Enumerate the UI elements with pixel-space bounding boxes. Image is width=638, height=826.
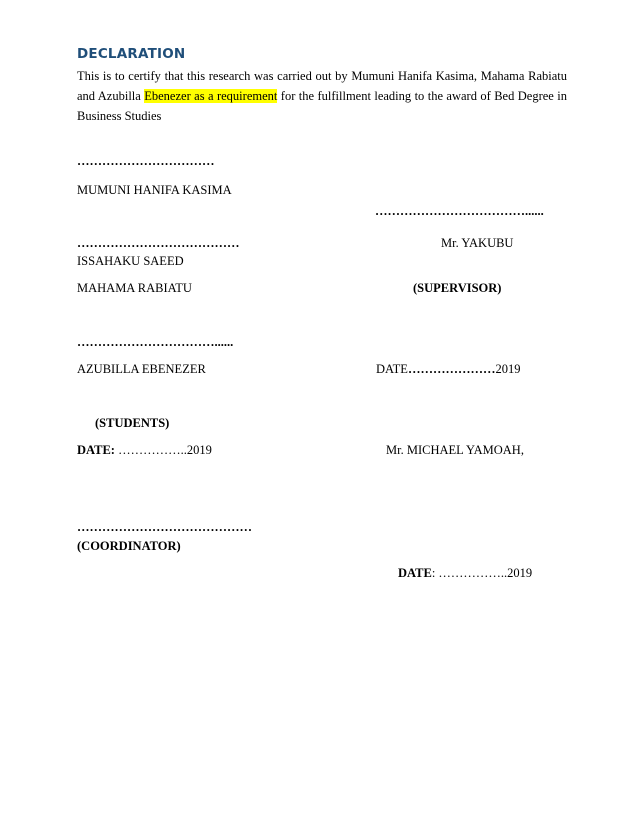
supervisor-label: (SUPERVISOR)	[413, 281, 502, 295]
supervisor-date-label: DATE	[376, 362, 408, 376]
coordinator-date	[398, 566, 532, 581]
highlighted-text: Ebenezer as a requirement	[144, 89, 278, 103]
student1-name: MUMUNI HANIFA KASIMA	[77, 183, 232, 197]
students-date-value: ……………..2019	[118, 443, 212, 457]
supervisor-signature-line: ………………………………......	[375, 204, 544, 218]
declaration-paragraph	[77, 66, 567, 126]
coordinator-date-label: DATE	[398, 566, 432, 580]
paragraph-text-start: This is to certify that this research was carried out by Mumuni Hanifa Kasima, Mahama Rabiatu and Azubilla	[77, 69, 567, 103]
students-label: (STUDENTS)	[95, 416, 170, 430]
student4-signature-line: ……………………………......	[77, 335, 234, 349]
coordinator-signature-line: ……………………………………	[77, 520, 252, 534]
coordinator-name: Mr. MICHAEL YAMOAH,	[386, 443, 524, 457]
supervisor-date	[376, 362, 520, 377]
coordinator-label: (COORDINATOR)	[77, 539, 181, 553]
students-date-label: DATE:	[77, 443, 115, 457]
students-date	[77, 443, 212, 458]
student2-signature-line: …………………………………	[77, 236, 240, 250]
student2-name: ISSAHAKU SAEED	[77, 254, 184, 268]
supervisor-name: Mr. YAKUBU	[441, 236, 514, 250]
student1-signature-line: ……………………………	[77, 154, 215, 168]
supervisor-date-year: 2019	[495, 362, 521, 376]
student4-name: AZUBILLA EBENEZER	[77, 362, 206, 376]
supervisor-date-dots: …………………	[407, 362, 496, 376]
paragraph-text-end: for the fulfillment leading to the award of Bed Degree in Business Studies	[77, 89, 567, 123]
student3-name: MAHAMA RABIATU	[77, 281, 192, 295]
coordinator-date-value: : ……………..2019	[431, 566, 533, 580]
declaration-heading: DECLARATION	[77, 46, 186, 62]
